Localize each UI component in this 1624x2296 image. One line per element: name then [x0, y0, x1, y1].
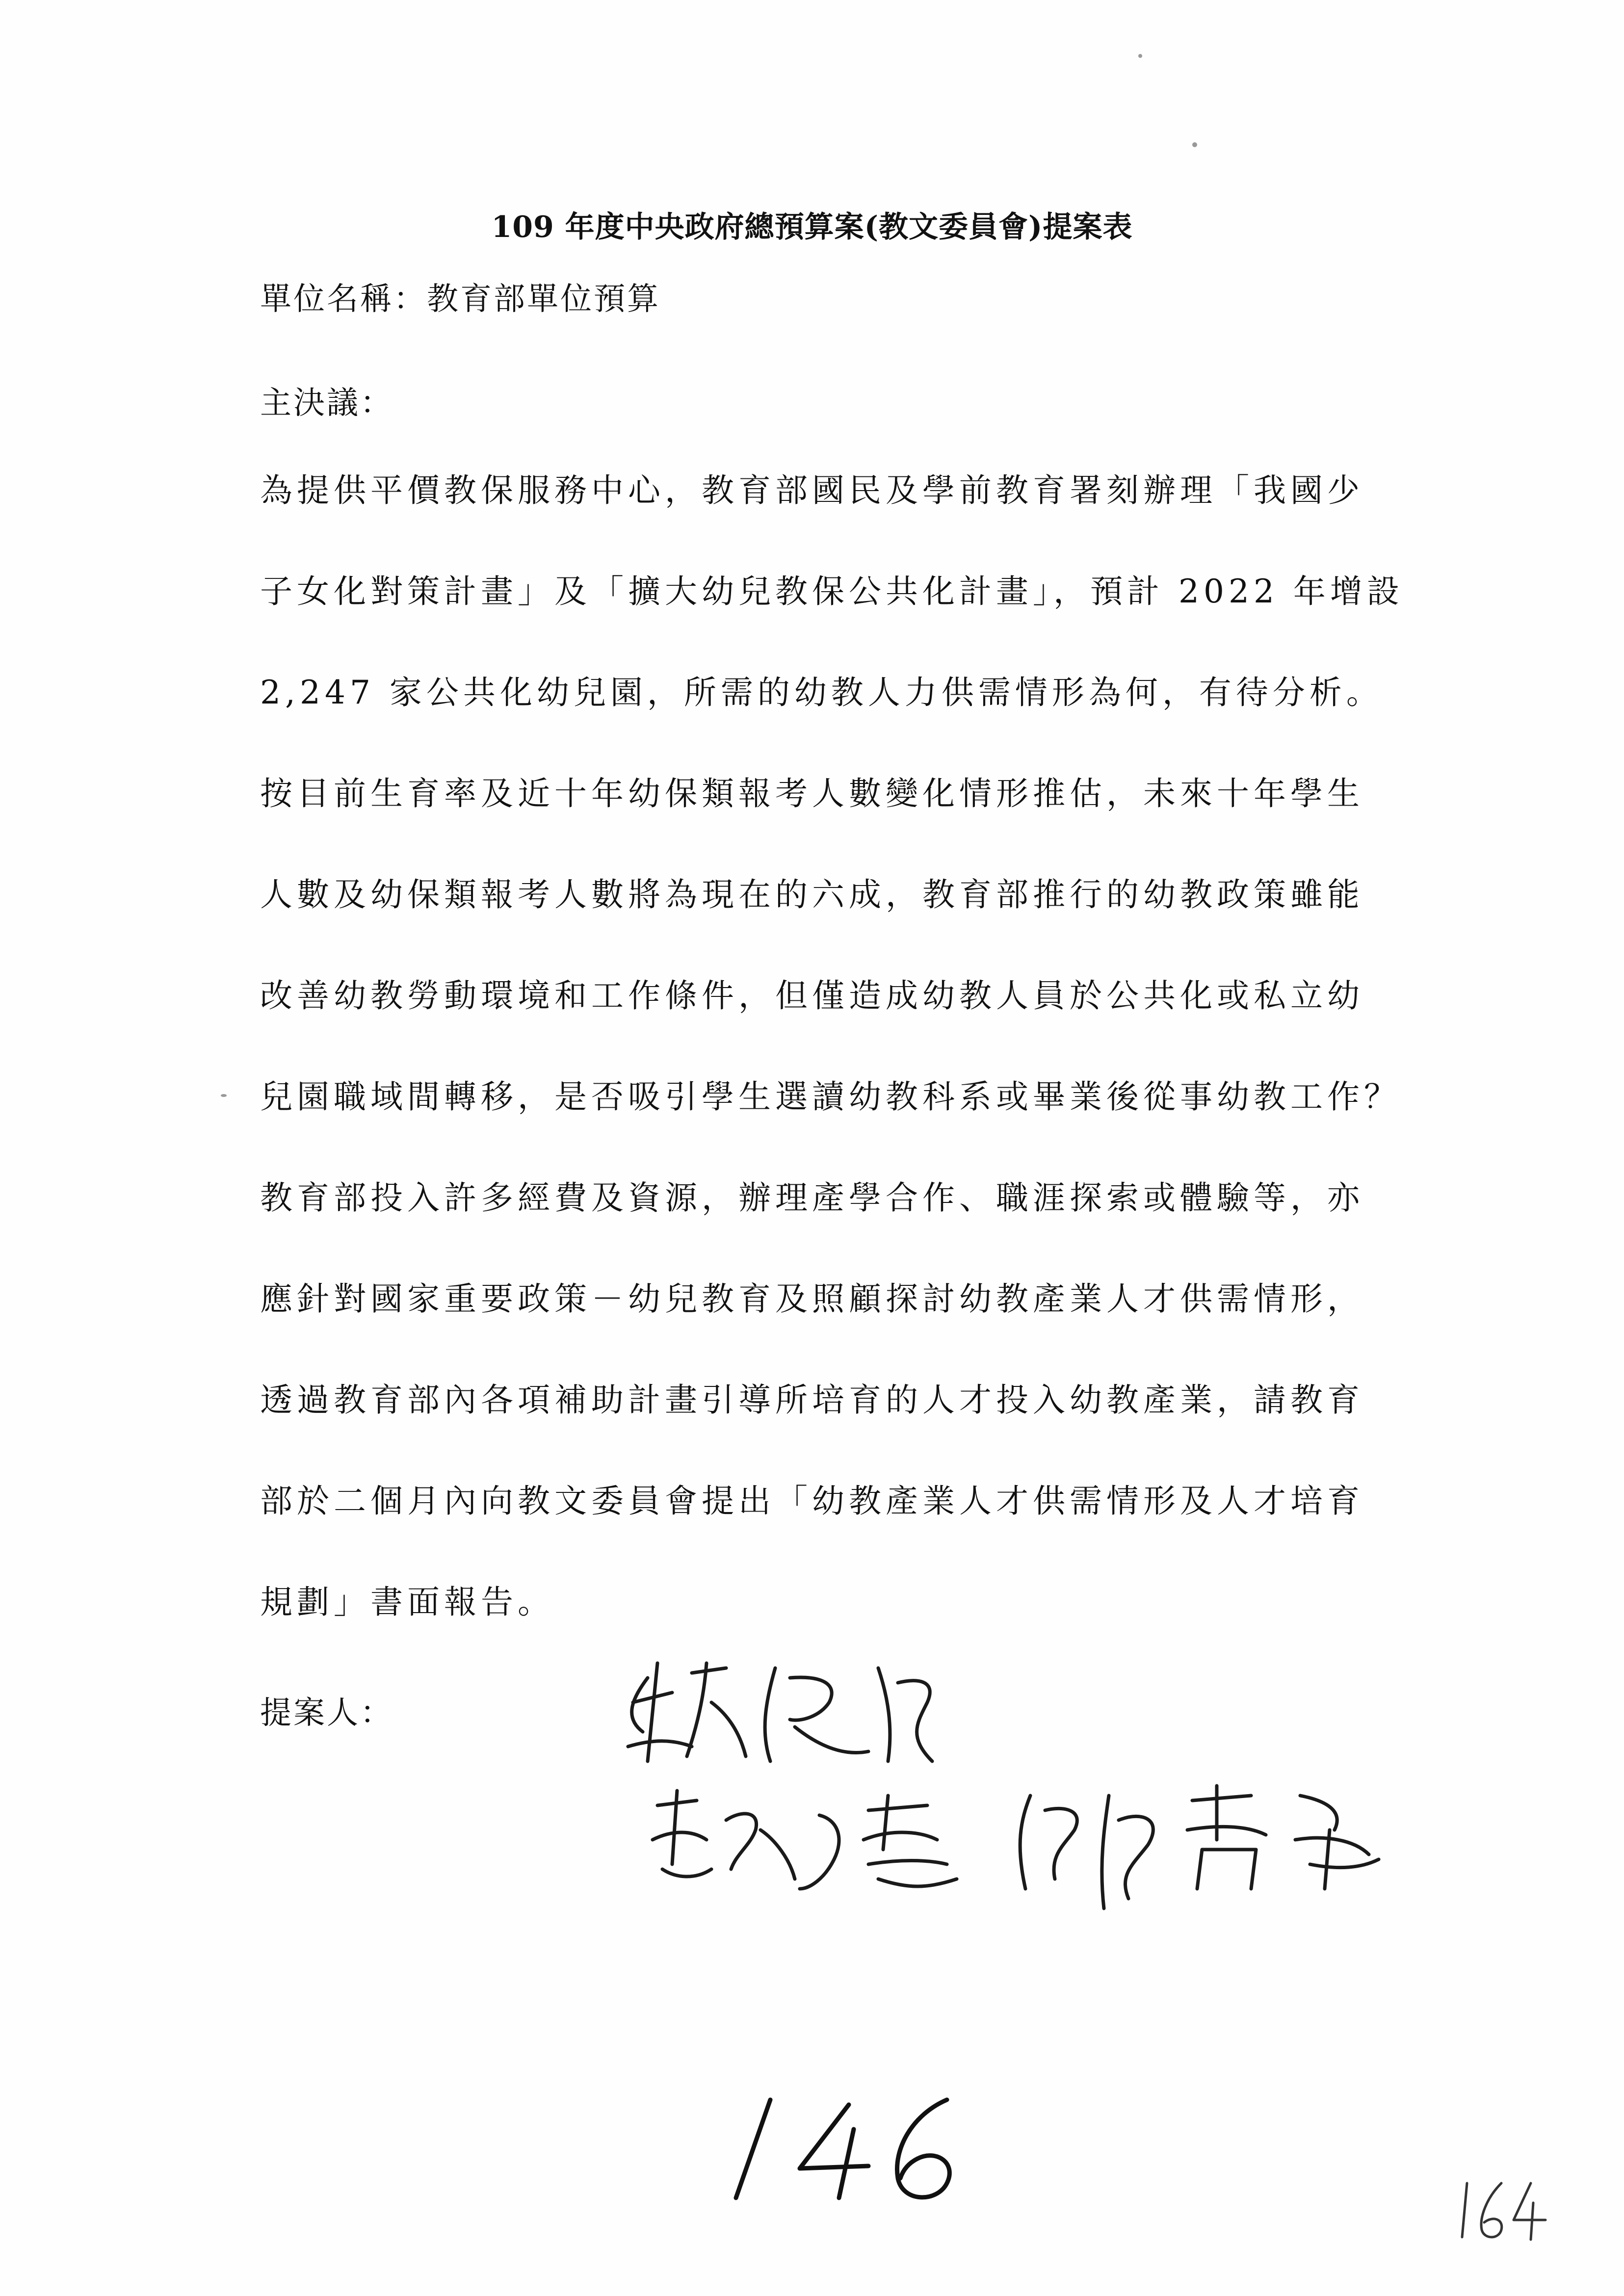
proposer-label: 提案人： — [260, 1695, 393, 1731]
page-title: 109 年度中央政府總預算案(教文委員會)提案表 — [491, 210, 1133, 244]
scan-speck — [1138, 54, 1142, 58]
main-resolution-label: 主決議： — [260, 385, 393, 421]
body-line: 透過教育部內各項補助計畫引導所培育的人才投入幼教產業，請教育 — [260, 1381, 1364, 1419]
handwritten-146-drawing — [716, 2085, 971, 2213]
unit-name-line: 單位名稱：教育部單位預算 — [260, 281, 660, 317]
body-line: 規劃」書面報告。 — [260, 1583, 554, 1621]
body-line: 子女化對策計畫」及「擴大幼兒教保公共化計畫」，預計 2022 年增設 — [260, 573, 1404, 610]
signature-1 — [628, 1663, 932, 1761]
handwritten-page-number — [716, 2085, 971, 2213]
handwritten-164-drawing — [1452, 2173, 1550, 2247]
corner-page-number — [1452, 2173, 1550, 2247]
body-line: 2,247 家公共化幼兒園，所需的幼教人力供需情形為何，有待分析。 — [260, 674, 1383, 711]
body-line: 改善幼教勞動環境和工作條件，但僅造成幼教人員於公共化或私立幼 — [260, 977, 1364, 1015]
body-line: 部於二個月內向教文委員會提出「幼教產業人才供需情形及人才培育 — [260, 1482, 1364, 1520]
signature-2 — [653, 1791, 957, 1889]
handwritten-signatures — [613, 1634, 1496, 1977]
body-line: 為提供平價教保服務中心，教育部國民及學前教育署刻辦理「我國少 — [260, 471, 1364, 509]
body-line: 人數及幼保類報考人數將為現在的六成，教育部推行的幼教政策雖能 — [260, 876, 1364, 913]
scan-speck — [221, 1094, 227, 1097]
body-line: 應針對國家重要政策－幼兒教育及照顧探討幼教產業人才供需情形， — [260, 1280, 1364, 1318]
body-line: 教育部投入許多經費及資源，辦理產學合作、職涯探索或體驗等，亦 — [260, 1179, 1364, 1217]
scan-speck — [1192, 142, 1197, 147]
body-line: 按目前生育率及近十年幼保類報考人數變化情形推估，未來十年學生 — [260, 775, 1364, 812]
body-line: 兒園職域間轉移，是否吸引學生選讀幼教科系或畢業後從事幼教工作？ — [260, 1078, 1401, 1116]
resolution-body — [260, 471, 1428, 1684]
signature-3 — [1020, 1786, 1379, 1908]
